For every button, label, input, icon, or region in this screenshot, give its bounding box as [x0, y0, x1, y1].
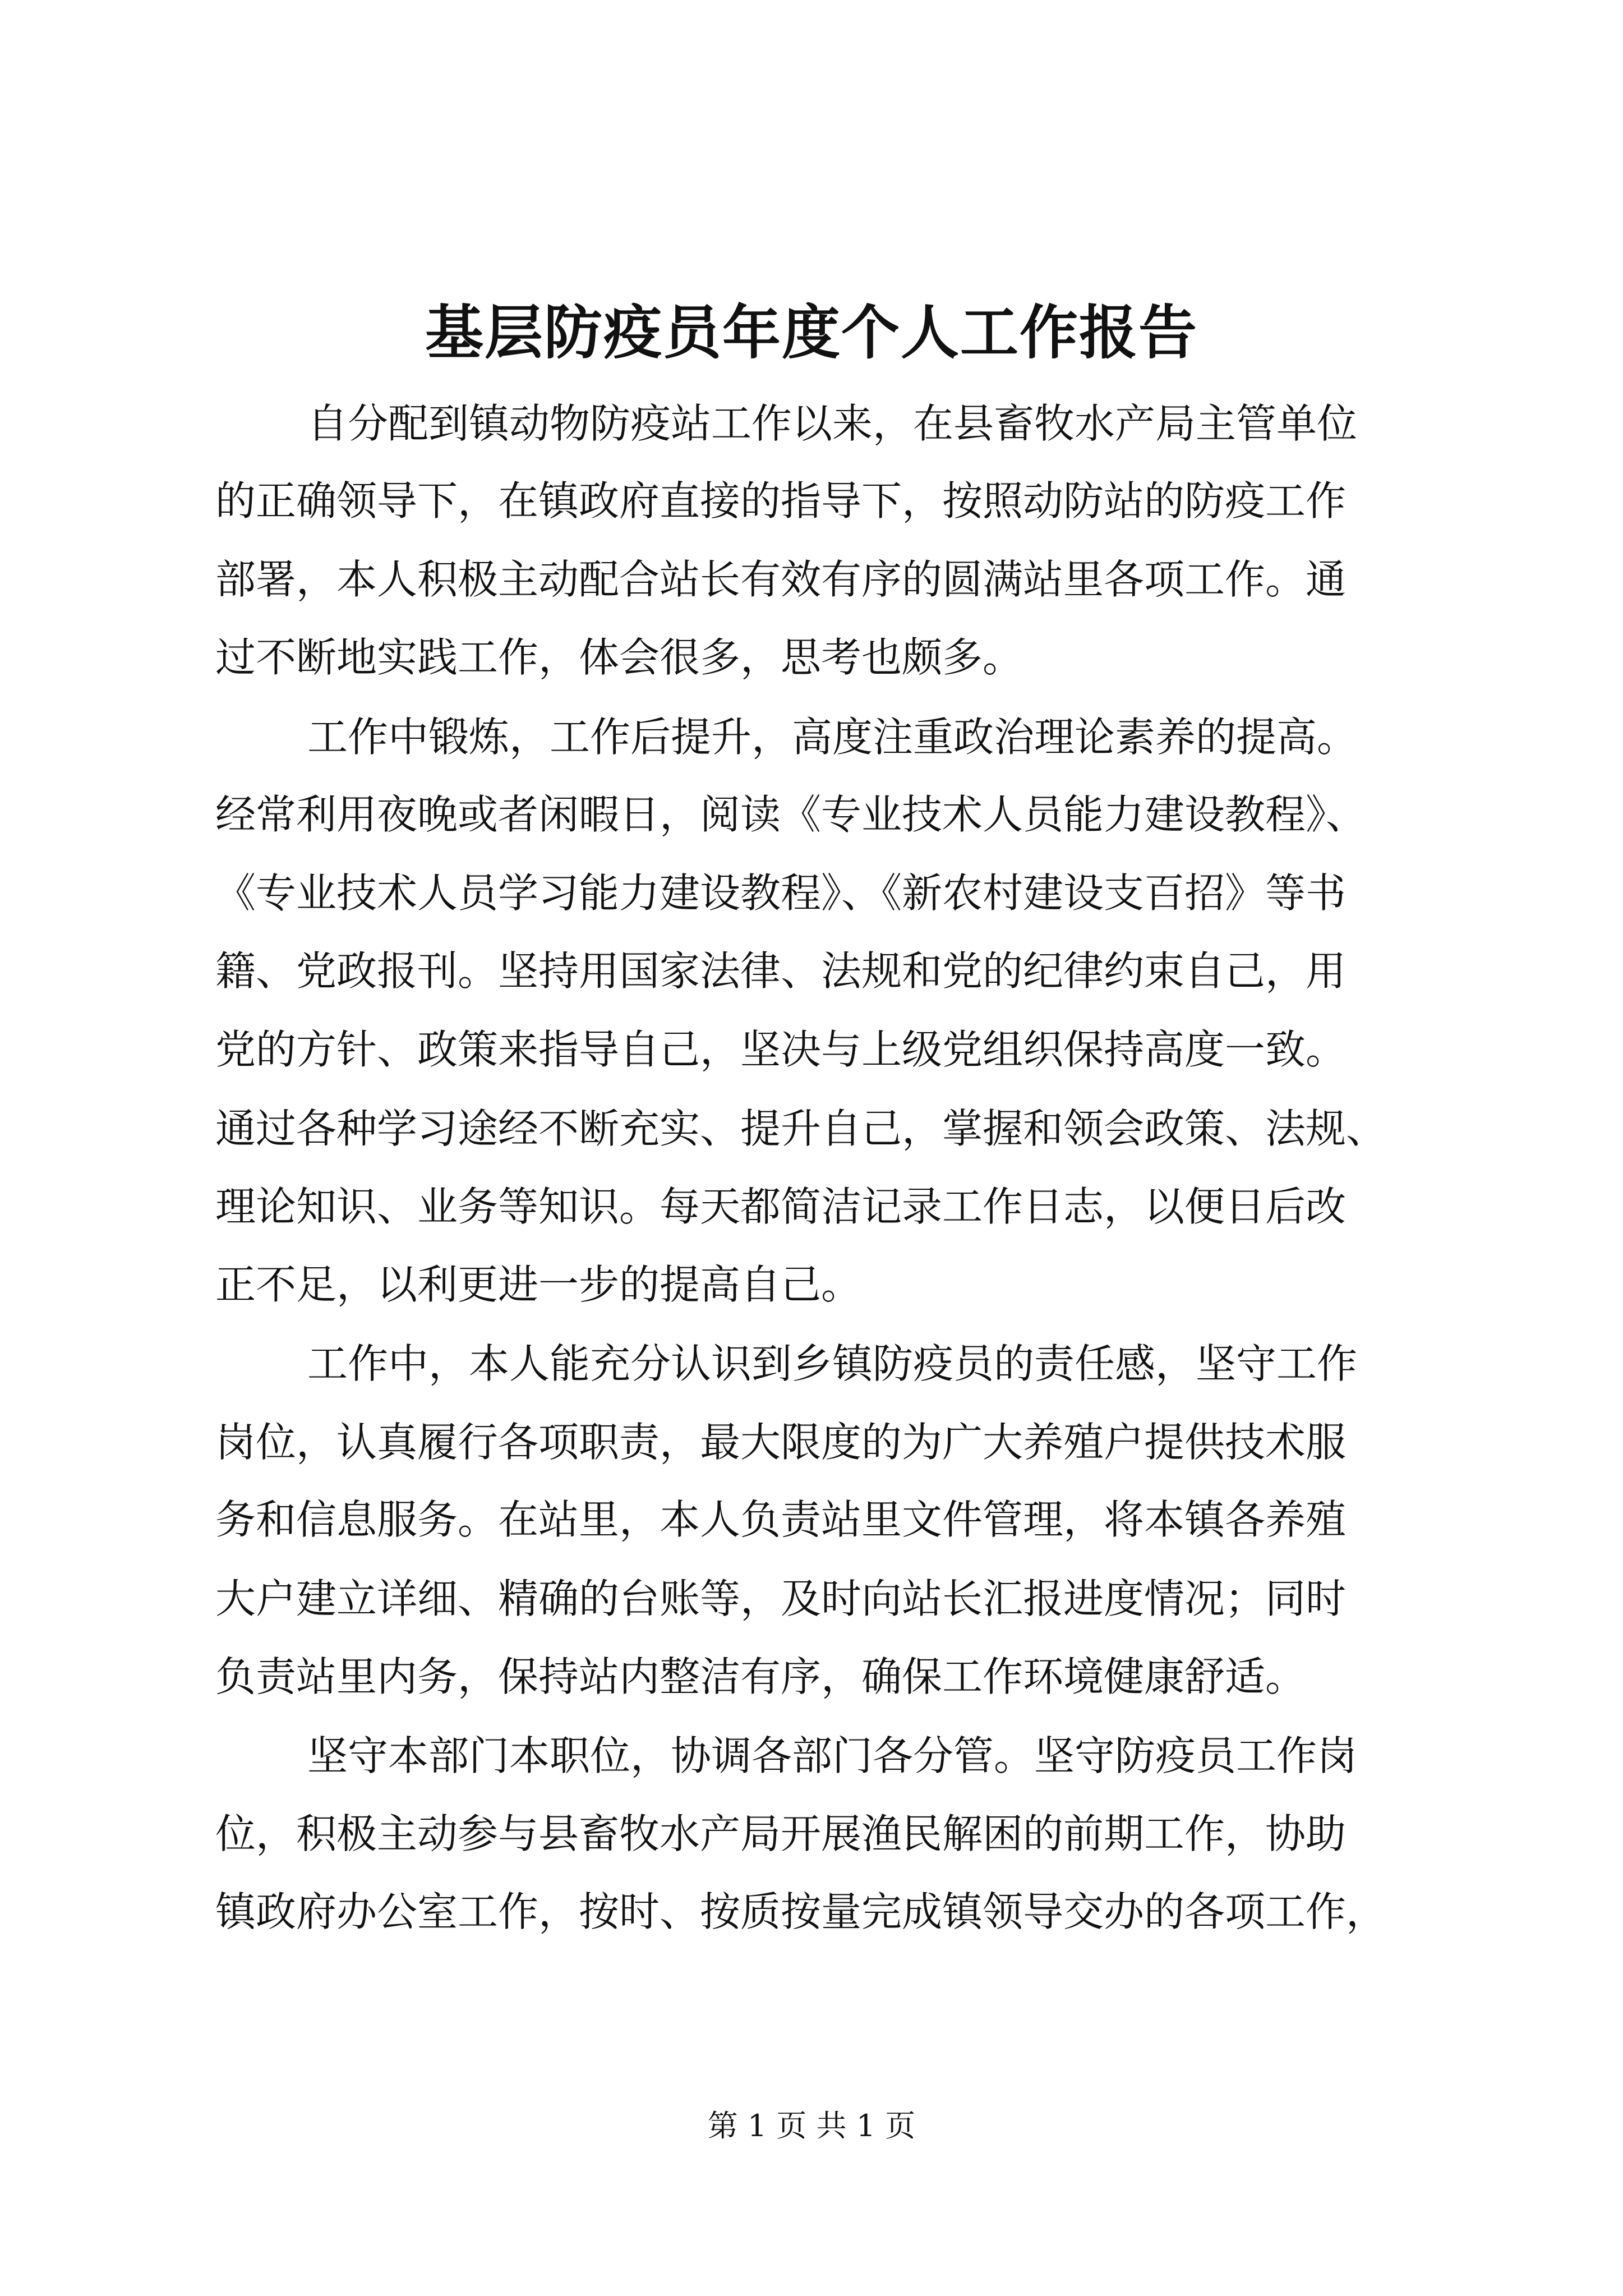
- paragraph-line: 籍、党政报刊。坚持用国家法律、法规和党的纪律约束自己，用: [215, 947, 1347, 995]
- paragraph-line: 坚守本部门本职位，协调各部门各分管。坚守防疫员工作岗: [307, 1732, 1358, 1779]
- paragraph-line: 镇政府办公室工作，按时、按质按量完成镇领导交办的各项工作，: [215, 1888, 1387, 1935]
- paragraph-line: 部署，本人积极主动配合站长有效有序的圆满站里各项工作。通: [215, 556, 1347, 603]
- paragraph-line: 岗位，认真履行各项职责，最大限度的为广大养殖户提供技术服: [215, 1419, 1347, 1466]
- paragraph-line: 理论知识、业务等知识。每天都简洁记录工作日志，以便日后改: [215, 1183, 1347, 1230]
- paragraph-line: 位，积极主动参与县畜牧水产局开展渔民解困的前期工作，协助: [215, 1810, 1347, 1857]
- paragraph-line: 正不足，以利更进一步的提高自己。: [215, 1261, 862, 1308]
- paragraph-line: 《专业技术人员学习能力建设教程》、《新农村建设支百招》等书: [215, 869, 1347, 917]
- paragraph-line: 党的方针、政策来指导自己，坚决与上级党组织保持高度一致。: [215, 1026, 1347, 1073]
- paragraph-line: 务和信息服务。在站里，本人负责站里文件管理，将本镇各养殖: [215, 1496, 1347, 1543]
- paragraph-line: 大户建立详细、精确的台账等，及时向站长汇报进度情况；同时: [215, 1575, 1347, 1622]
- document-title: 基层防疫员年度个人工作报告: [425, 298, 1198, 367]
- paragraph-line: 自分配到镇动物防疫站工作以来，在县畜牧水产局主管单位: [307, 400, 1358, 447]
- page-footer: 第 1 页 共 1 页: [707, 2108, 916, 2143]
- paragraph-line: 过不断地实践工作，体会很多，思考也颇多。: [215, 634, 1023, 681]
- paragraph-line: 经常利用夜晚或者闲暇日，阅读《专业技术人员能力建设教程》、: [215, 791, 1367, 838]
- paragraph-line: 通过各种学习途经不断充实、提升自己，掌握和领会政策、法规、: [215, 1105, 1387, 1152]
- paragraph-line: 工作中锻炼，工作后提升，高度注重政治理论素养的提高。: [307, 714, 1358, 761]
- paragraph-line: 负责站里内务，保持站内整洁有序，确保工作环境健康舒适。: [215, 1653, 1306, 1700]
- paragraph-line: 工作中，本人能充分认识到乡镇防疫员的责任感，坚守工作: [307, 1340, 1358, 1387]
- paragraph-line: 的正确领导下，在镇政府直接的指导下，按照动防站的防疫工作: [215, 477, 1347, 524]
